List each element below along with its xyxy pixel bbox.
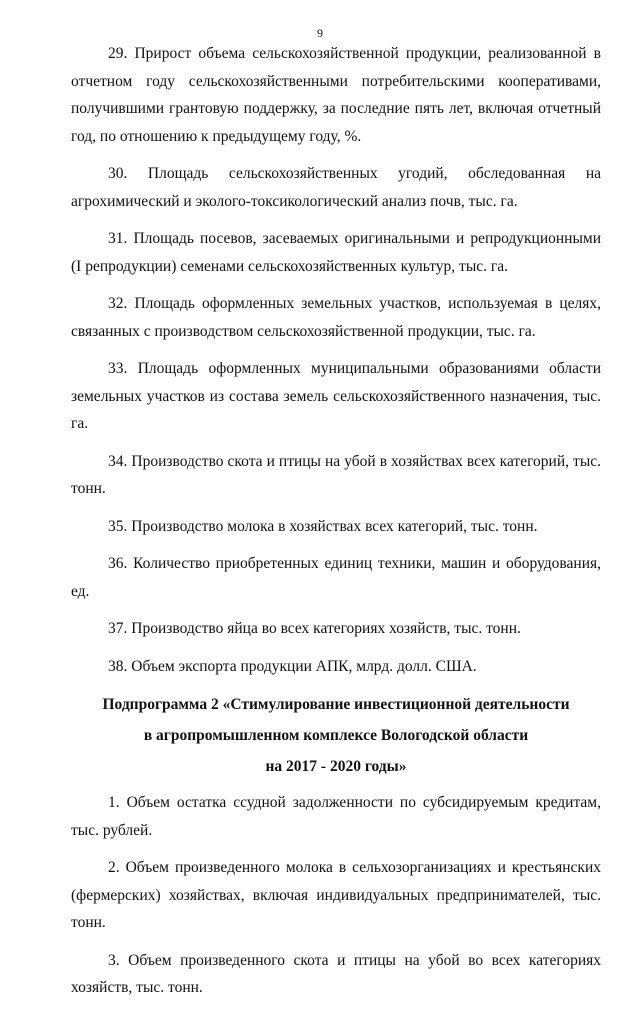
list-item-31: 31. Площадь посевов, засеваемых оригинальными и репродукционными (I репродукции) семенами сельскохозяйственных культур, тыс. га. xyxy=(71,230,601,275)
subprogram-heading-line1: Подпрограмма 2 «Стимулирование инвестиционной деятельности xyxy=(102,696,570,713)
page-number: 9 xyxy=(317,26,323,40)
list-item-34: 34. Производство скота и птицы на убой в хозяйствах всех категорий, тыс. тонн. xyxy=(71,452,601,497)
list-item-32: 32. Площадь оформленных земельных участков, используемая в целях, связанных с производством сельскохозяйственной продукции, тыс. га. xyxy=(71,295,601,340)
subprogram-item-1: 1. Объем остатка ссудной задолженности по субсидируемым кредитам, тыс. рублей. xyxy=(71,794,601,839)
list-item-37: 37. Производство яйца во всех категориях хозяйств, тыс. тонн. xyxy=(108,620,521,637)
list-item-29: 29. Прирост объема сельскохозяйственной продукции, реализованной в отчетном году сельскохозяйственными потребительскими кооперативами, получившими грантовую поддержку, за последние пять лет, включая отчетный год, по отношению к предыдущему году, %. xyxy=(71,45,601,145)
document-body xyxy=(71,40,601,1012)
list-item-35: 35. Производство молока в хозяйствах всех категорий, тыс. тонн. xyxy=(108,517,538,535)
list-item-33: 33. Площадь оформленных муниципальными образованиями области земельных участков из состава земель сельскохозяйственного назначения, тыс. га. xyxy=(71,360,601,432)
subprogram-item-3: 3. Объем произведенного скота и птицы на убой во всех категориях хозяйств, тыс. тонн. xyxy=(71,951,601,996)
list-item-38: 38. Объем экспорта продукции АПК, млрд. долл. США. xyxy=(108,657,477,675)
subprogram-item-2: 2. Объем произведенного молока в сельхозорганизациях и крестьянских (фермерских) хозяйствах, включая индивидуальных предпринимателей, тыс. тонн. xyxy=(71,859,601,931)
list-item-30: 30. Площадь сельскохозяйственных угодий, обследованная на агрохимический и эколого-токсикологический анализ почв, тыс. га. xyxy=(71,165,601,210)
list-item-36: 36. Количество приобретенных единиц техники, машин и оборудования, ед. xyxy=(71,555,601,600)
subprogram-heading xyxy=(71,690,601,781)
subprogram-heading-line2: в агропромышленном комплексе Вологодской области xyxy=(143,727,529,744)
subprogram-heading-line3: на 2017 - 2020 годы» xyxy=(265,758,407,775)
